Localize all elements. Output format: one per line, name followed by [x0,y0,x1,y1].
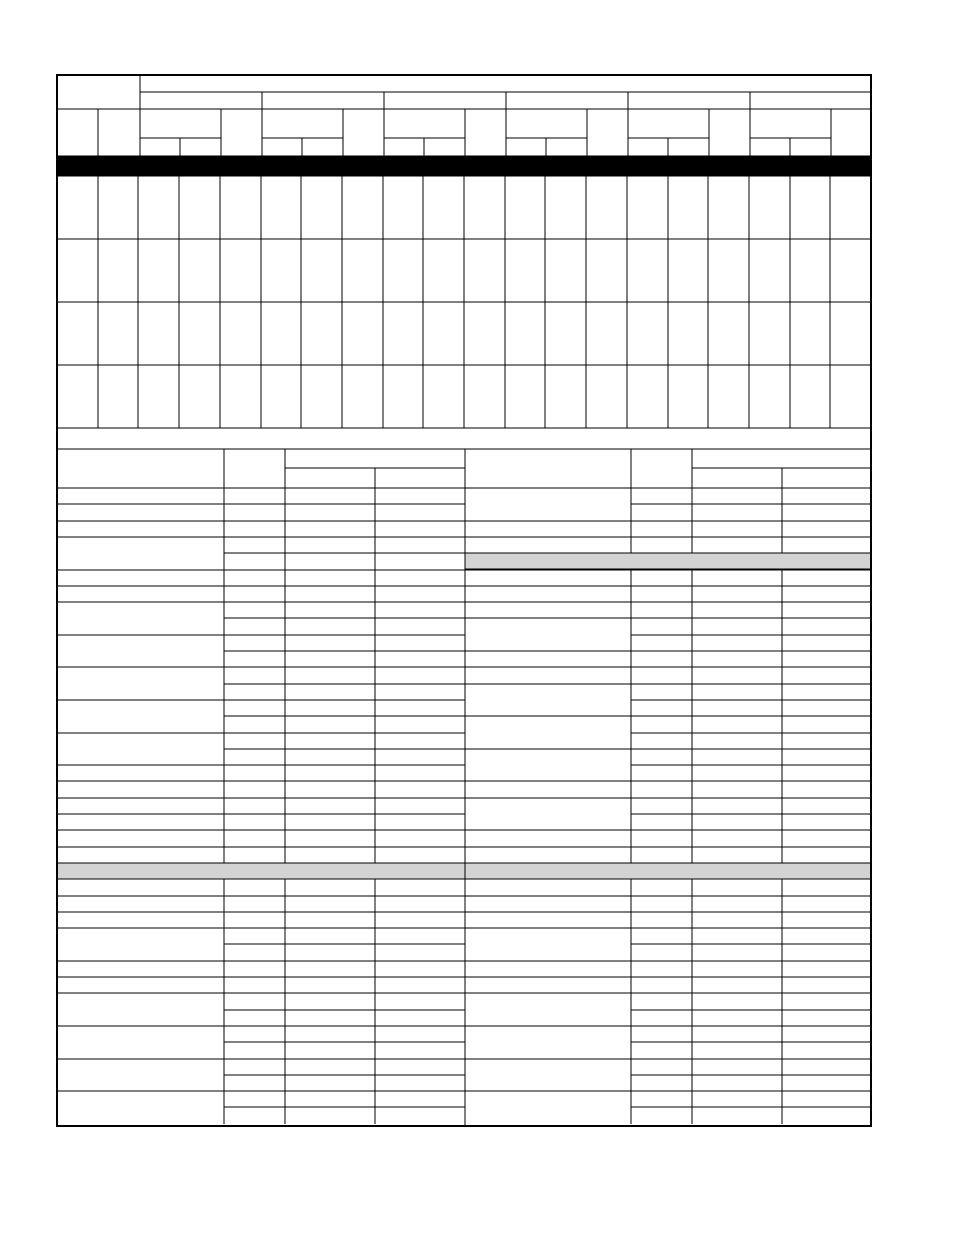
header-band [57,156,871,176]
section-band-right-1 [465,553,871,569]
section-band-right-2 [465,863,871,879]
upper-grid-table [57,75,871,428]
lower-grid-table [57,449,871,1126]
section-band-left-2 [57,863,465,879]
